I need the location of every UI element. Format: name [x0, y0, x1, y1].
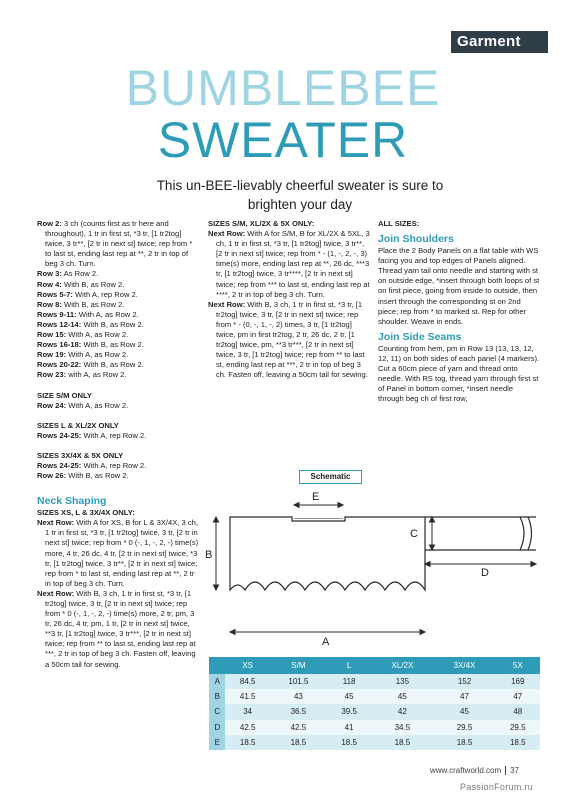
table-cell: 42: [371, 704, 433, 719]
table-cell: 41.5: [225, 689, 269, 704]
page-footer: [430, 766, 519, 775]
table-cell: 18.5: [270, 735, 327, 750]
row-text: With B, as Row 2.: [83, 360, 144, 370]
row-text: With A, rep Row 2.: [75, 289, 138, 299]
join-shoulders-text: Place the 2 Body Panels on a flat table with WS facing you and top edges of Panels aligned. Thread yarn tail onto needle and starting with st on outside edge, *insert through both loops of st on first piece, going from inside to outside, then insert through the corresponding st on 2nd piece; rep from * to marked st. Rep for other shoulder. Weave in ends.: [378, 246, 540, 326]
row-label: Rows 24-25:: [37, 460, 82, 470]
table-cell: 43: [270, 689, 327, 704]
neck-next-row-2: [37, 589, 199, 670]
table-cell: 45: [433, 704, 495, 719]
title-line-1: BUMBLEBEE: [125, 60, 441, 116]
table-cell: 42.5: [270, 720, 327, 735]
table-cell: 152: [433, 674, 495, 689]
table-cell: 135: [371, 674, 433, 689]
row-text: With A, as Row 2.: [68, 400, 129, 410]
next-row-1: [208, 229, 370, 300]
arrow-head: [230, 630, 235, 635]
row-text: With A, rep Row 2.: [83, 460, 147, 470]
neck-next-row-1: [37, 518, 199, 589]
title-line-2: SWEATER: [157, 112, 409, 168]
sleeve-outline: [425, 517, 536, 550]
table-cell: 36.5: [270, 704, 327, 719]
row-label: Rows 9-11:: [37, 309, 77, 319]
table-cell: 47: [496, 689, 540, 704]
body-panel-outline: [230, 517, 425, 590]
page-number: 37: [505, 766, 519, 775]
table-cell: 41: [327, 720, 371, 735]
size-lxl-heading: SIZES L & XL/2X ONLY: [37, 420, 119, 430]
schematic-diagram: [198, 484, 543, 654]
row-list: [37, 269, 199, 380]
row-label: Row 26:: [37, 471, 67, 481]
table-cell: 18.5: [433, 735, 495, 750]
row-label: Rows 5-7:: [37, 289, 73, 299]
arrow-head: [430, 545, 435, 550]
table-cell: 118: [327, 674, 371, 689]
row-label: Rows 24-25:: [37, 430, 82, 440]
row-item: [37, 280, 199, 290]
table-cell: 29.5: [433, 720, 495, 735]
table-cell: 47: [433, 689, 495, 704]
row-text: With A, as Row 2.: [68, 330, 129, 340]
dimension-d-letter: D: [481, 567, 489, 579]
schematic-label: Schematic: [299, 470, 362, 484]
arrow-head: [338, 503, 343, 508]
arrow-head: [214, 517, 219, 522]
size-3x5x-heading: SIZES 3X/4X & 5X ONLY: [37, 450, 124, 460]
row-item: [37, 340, 199, 350]
row-text: With A, as Row 2.: [68, 350, 129, 360]
table-row-header: C: [209, 704, 225, 719]
table-cell: 169: [496, 674, 540, 689]
row-text: As Row 2.: [63, 269, 99, 279]
table-row-header: E: [209, 735, 225, 750]
table-row: [209, 720, 540, 735]
join-side-text-1: Counting from hem, pm in Row 13 (13, 13, 12, 12, 11) on both sides of each panel (4 markers).: [378, 343, 540, 363]
row-text: With A for S/M, B for XL/2X & 5XL, 3 ch, 1 tr in first st, *3 tr, [1 tr2tog] twice, 3 tr**, [2 tr in next st] twice; rep from * - (1, -, 2, -, 3) time(s) more, ending last rep at **, 26 dc, ***3 tr, [1 tr2tog] twice, 3 tr****, [2 tr in next st] twice; rep from *** to last st, ending last rep at ****, 2 tr in top of beg 3 ch. Turn.: [216, 229, 370, 299]
row-label: Row 24:: [37, 400, 67, 410]
table-header-cell: S/M: [270, 657, 327, 674]
table-header-cell: XL/2X: [371, 657, 433, 674]
row-label: Row 2:: [37, 219, 62, 228]
table-row: [209, 689, 540, 704]
table-header-cell: 5X: [496, 657, 540, 674]
table-cell: 18.5: [496, 735, 540, 750]
table-row: [209, 704, 540, 719]
row-label: Row 3:: [37, 269, 62, 279]
column-3: [378, 219, 540, 404]
table-cell: 39.5: [327, 704, 371, 719]
subtitle: This un-BEE-lievably cheerful sweater is sure to brighten your day: [156, 178, 444, 212]
table-row-header: A: [209, 674, 225, 689]
neck-sizes-heading: SIZES XS, L & 3X/4X ONLY:: [37, 508, 135, 518]
sleeve-cuff: [520, 517, 532, 550]
row-label: Next Row:: [37, 518, 75, 528]
arrow-head: [420, 630, 425, 635]
row-text: With A, as Row 2.: [78, 309, 139, 319]
size-table: [209, 657, 540, 750]
all-sizes-heading: ALL SIZES:: [378, 219, 420, 228]
dimension-a-letter: A: [322, 636, 330, 648]
row-item: [37, 300, 199, 310]
table-cell: 29.5: [496, 720, 540, 735]
row-item: [37, 350, 199, 360]
row-label: Row 19:: [37, 350, 67, 360]
row-text: With B, as Row 2.: [64, 299, 125, 309]
row-text: 3 ch (counts first as tr here and throughout), 1 tr in first st, *3 tr, [1 tr2tog] twice, 3 tr**, [2 tr in next st] twice; rep from * to last st, ending last rep at **, 2 tr in top of beg 3 ch. Turn.: [45, 219, 193, 269]
table-row-header: B: [209, 689, 225, 704]
size-sm-row: [37, 401, 199, 411]
row-label: Rows 16-18:: [37, 340, 82, 350]
row-label: Next Row:: [37, 588, 75, 598]
row-label: Rows 20-22:: [37, 360, 82, 370]
row-item: [37, 290, 199, 300]
table-cell: 45: [327, 689, 371, 704]
column-2: [208, 219, 370, 381]
table-cell: 42.5: [225, 720, 269, 735]
sizes-heading: SIZES S/M, XL/2X & 5X ONLY:: [208, 219, 315, 228]
table-cell: 18.5: [225, 735, 269, 750]
row-text: with A, as Row 2.: [68, 370, 127, 380]
row-2-paragraph: [37, 219, 199, 269]
arrow-head: [294, 503, 299, 508]
row-text: With B, 3 ch, 1 tr in first st, *3 tr, [1 tr2tog] twice, 3 tr, [2 tr in next st] twice; rep from * 0 (-, 1, -, 2, -) time(s) more, 2 tr, pm, 3 tr, 26 dc, 4 tr, pm, 1 tr, [2 tr in next st] twice, **3 tr, [1 tr2tog] twice, 3 tr***, [2 tr in next st] twice; rep from ** to last st, ending last rep at ***, 2 tr in top of beg 3 ch. Fasten off, leaving a 50cm tail for sewing.: [45, 588, 196, 669]
row-text: With A, rep Row 2.: [83, 430, 147, 440]
row-item: [37, 310, 199, 320]
column-1: [37, 219, 199, 670]
table-cell: 18.5: [371, 735, 433, 750]
row-label: Row 23:: [37, 370, 67, 380]
arrow-head: [430, 517, 435, 522]
table-cell: 34: [225, 704, 269, 719]
watermark: PassionForum.ru: [460, 782, 534, 792]
row-label: Row 8:: [37, 299, 62, 309]
row-item: [37, 320, 199, 330]
table-cell: 48: [496, 704, 540, 719]
size-lxl-row: [37, 431, 199, 441]
size-3x5x-row-1: [37, 461, 199, 471]
table-cell: 45: [371, 689, 433, 704]
table-row: [209, 674, 540, 689]
row-text: With B, as Row 2.: [64, 279, 125, 289]
table-cell: 84.5: [225, 674, 269, 689]
row-label: Next Row:: [208, 229, 246, 239]
size-3x5x-row-2: [37, 471, 199, 481]
row-item: [37, 330, 199, 340]
row-label: Next Row:: [208, 299, 246, 309]
join-side-seams-heading: Join Side Seams: [378, 330, 462, 343]
dimension-c-letter: C: [410, 528, 418, 540]
table-cell: 101.5: [270, 674, 327, 689]
row-item: [37, 370, 199, 380]
arrow-head: [425, 562, 430, 567]
table-header-cell: 3X/4X: [433, 657, 495, 674]
table-header-cell: L: [327, 657, 371, 674]
table-row: [209, 735, 540, 750]
table-row-header: D: [209, 720, 225, 735]
row-item: [37, 360, 199, 370]
join-side-text-2: Cut a 60cm piece of yarn and thread onto needle. With RS tog, thread yarn through first st of Panel in bottom corner, *insert needle through beg ch of first row,: [378, 364, 539, 404]
row-text: With B, as Row 2.: [83, 319, 144, 329]
row-text: With A for XS, B for L & 3X/4X, 3 ch, 1 tr in first st, *3 tr, [1 tr2tog] twice, 3 tr, [2 tr in next st] twice; rep from * 0 (-, 1, -, 2, -) time(s) more, 4 tr, 26 dc, 4 tr, [2 tr in next st] twice, *3 tr, [1 tr2tog] twice, 3 tr**, [2 tr in next st] twice; rep from * to last st, ending last rep at **, 2 tr in top of beg 3 ch. Turn.: [45, 518, 199, 588]
row-label: Row 4:: [37, 279, 62, 289]
table-header-row: [209, 657, 540, 674]
size-sm-heading: SIZE S/M ONLY: [37, 390, 92, 400]
row-text: With B, 3 ch, 1 tr in first st, *3 tr, [1 tr2tog] twice, 3 tr, [2 tr in next st] twice; rep from * - (0, -, 1, -, 2) times, 3 tr, [1 tr2tog] twice, pm in first tr2tog, 2 tr, 26 dc, 2 tr, [1 tr2tog] twice, pm, **3 tr***, [2 tr in next st] twice, 3 tr, [1 tr2tog] twice; rep from ** to last st, ending last rep at ***, 2 tr in top of beg 3 ch. Fasten off, leaving a 50cm tail for sewing.: [216, 299, 368, 380]
join-shoulders-heading: Join Shoulders: [378, 233, 454, 246]
row-text: With B, as Row 2.: [83, 340, 144, 350]
footer-site: www.craftworld.com: [430, 766, 502, 775]
row-item: [37, 269, 199, 279]
section-tag: Garment: [451, 31, 548, 53]
arrow-head: [531, 562, 536, 567]
dimension-b-letter: B: [205, 549, 213, 561]
table-header-cell: [209, 657, 225, 674]
arrow-head: [214, 585, 219, 590]
table-header-cell: XS: [225, 657, 269, 674]
dimension-e-letter: E: [312, 491, 320, 503]
row-text: With B, as Row 2.: [68, 471, 129, 481]
row-label: Rows 12-14:: [37, 319, 82, 329]
table-cell: 34.5: [371, 720, 433, 735]
neck-shaping-heading: Neck Shaping: [37, 495, 107, 508]
next-row-2: [208, 300, 370, 381]
table-cell: 18.5: [327, 735, 371, 750]
row-label: Row 15:: [37, 330, 67, 340]
